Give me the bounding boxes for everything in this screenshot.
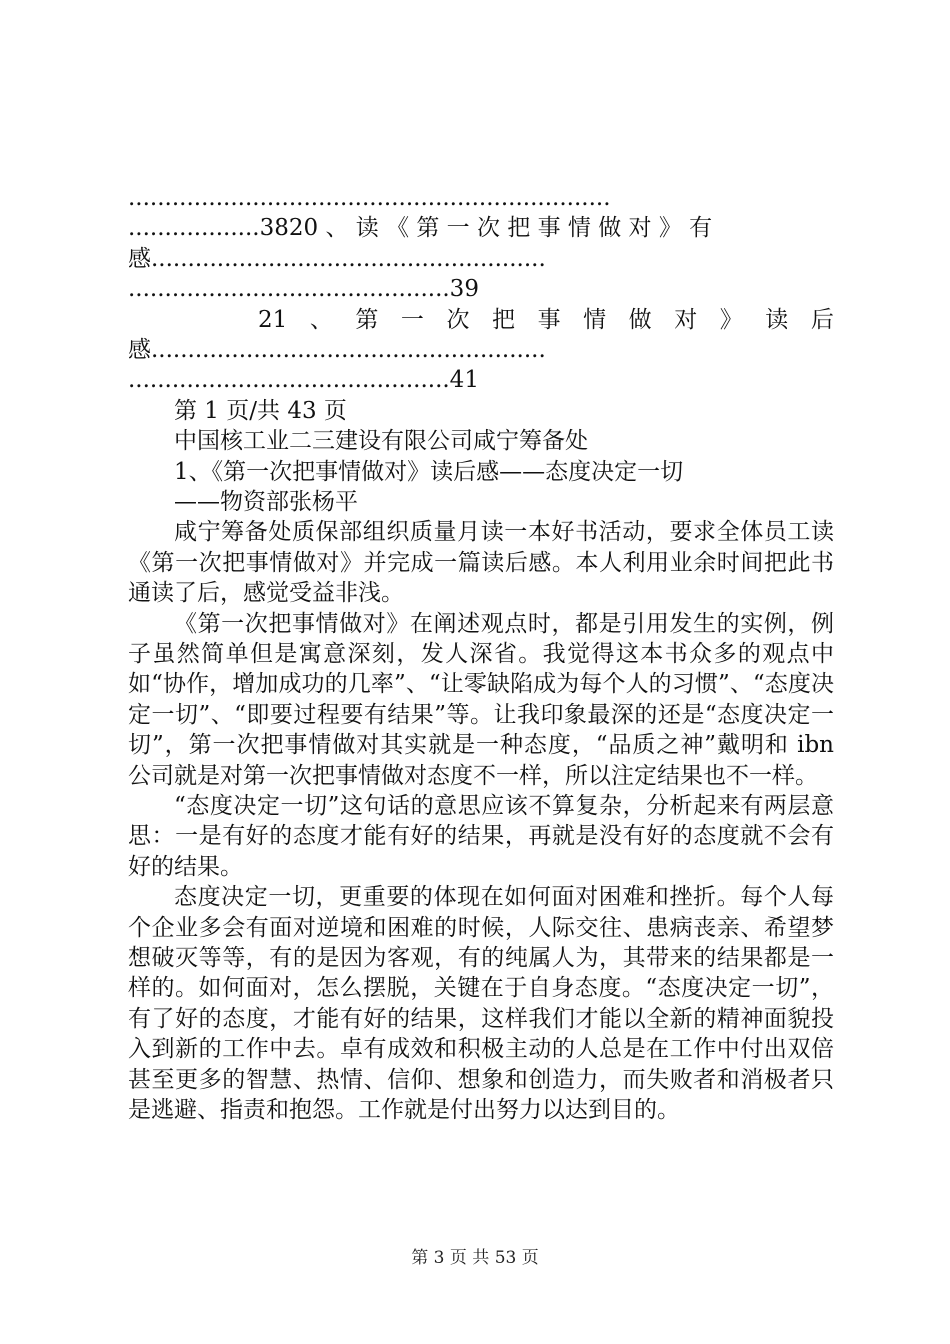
toc-entry-21-page: ............................................41: [128, 367, 479, 394]
page-marker: 第 1 页/共 43 页: [174, 397, 347, 424]
toc-21-part: 做: [628, 306, 652, 333]
essay-author: ——物资部张杨平: [174, 488, 358, 515]
toc-21-part: 把: [492, 306, 516, 333]
toc-entry-20: ..................3820 、 读 《 第 一 次 把 事 情 做 对 》 有: [128, 215, 713, 242]
toc-dot-leader: ..................................................................: [128, 185, 611, 211]
toc-21-part: 情: [583, 306, 607, 333]
toc-entry-20-cont: 感......................................................: [128, 245, 546, 272]
organization-name: 中国核工业二三建设有限公司咸宁筹备处: [174, 428, 588, 455]
toc-21-part: 后: [810, 306, 834, 333]
essay-title: 1、《第一次把事情做对》读后感——态度决定一切: [174, 458, 684, 485]
body-paragraph: 《第一次把事情做对》在阐述观点时，都是引用发生的实例，例子虽然简单但是寓意深刻，发人深省。我觉得这本书众多的观点中如“协作，增加成功的几率”、“让零缺陷成为每个人的习惯”、“态度决定一切”、“即要过程要有结果”等。让我印象最深的还是“态度决定一切”，第一次把事情做对其实就是一种态度，“品质之神”戴明和 ibn 公司就是对第一次把事情做对态度不一样，所以注定结果也不一样。: [128, 610, 834, 789]
toc-21-part: 》: [719, 306, 743, 333]
toc-21-part: 对: [674, 306, 698, 333]
toc-entry-20-page: ............................................39: [128, 276, 479, 303]
body-paragraph: “态度决定一切”这句话的意思应该不算复杂，分析起来有两层意思：一是有好的态度才能有好的结果，再就是没有好的态度就不会有好的结果。: [128, 792, 834, 880]
toc-21-part: 事: [537, 306, 561, 333]
toc-21-part: 次: [446, 306, 470, 333]
toc-21-part: 、: [309, 306, 333, 333]
toc-21-part: 第: [355, 306, 379, 333]
document-content: [128, 183, 834, 1125]
toc-entry-21-cont: 感......................................................: [128, 336, 546, 363]
page-footer: 第 3 页 共 53 页: [411, 1248, 539, 1268]
toc-entry-21: [128, 305, 834, 335]
body-paragraph: 态度决定一切，更重要的体现在如何面对困难和挫折。每个人每个企业多会有面对逆境和困难的时候，人际交往、患病丧亲、希望梦想破灭等等，有的是因为客观，有的纯属人为，其带来的结果都是一样的。如何面对，怎么摆脱，关键在于自身态度。“态度决定一切”，有了好的态度，才能有好的结果，这样我们才能以全新的精神面貌投入到新的工作中去。卓有成效和积极主动的人总是在工作中付出双倍甚至更多的智慧、热情、信仰、想象和创造力，而失败者和消极者只是逃避、指责和抱怨。工作就是付出努力以达到目的。: [128, 884, 834, 1124]
toc-21-part: 21: [258, 306, 288, 333]
toc-21-part: 读: [765, 306, 789, 333]
toc-21-part: 一: [400, 306, 424, 333]
body-paragraph: 咸宁筹备处质保部组织质量月读一本好书活动，要求全体员工读《第一次把事情做对》并完成一篇读后感。本人利用业余时间把此书通读了后，感觉受益非浅。: [128, 519, 834, 607]
